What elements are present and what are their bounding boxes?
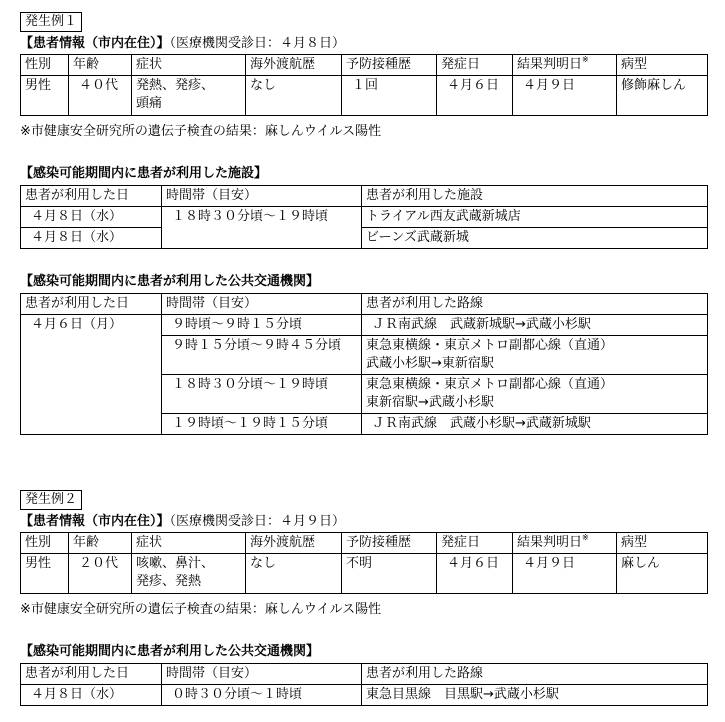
cell-result-date: ４月９日 [513,76,617,116]
cell-time: ９時頃～９時１５分頃 [162,315,362,336]
header-onset: 発症日 [437,55,513,76]
cell-facility: トライアル西友武蔵新城店 [362,207,708,228]
header-sex: 性別 [21,55,69,76]
cell-route-line1: 東急東横線・東京メトロ副都心線（直通） [366,377,614,392]
cell-onset: ４月６日 [437,554,513,594]
cell-time: １９時頃～１９時１５分頃 [162,414,362,435]
table-row [21,685,708,706]
header-result-date-label: 結果判明日 [517,535,583,550]
header-result-date-label: 結果判明日 [517,57,583,72]
table-header-row [21,664,708,685]
cell-route: 東急目黒線 目黒駅→武蔵小杉駅 [362,685,708,706]
table-row [21,207,708,228]
cell-route-line1: 東急東横線・東京メトロ副都心線（直通） [366,338,614,353]
cell-age: ４０代 [69,76,132,116]
cell-route: ＪＲ南武線 武蔵新城駅→武蔵小杉駅 [362,315,708,336]
header-facility: 患者が利用した施設 [362,186,708,207]
header-vaccine: 予防接種歴 [342,55,437,76]
cell-date: ４月６日（月） [21,315,162,435]
header-age: 年齢 [69,55,132,76]
cell-date: ４月８日（水） [21,228,162,249]
table-header-row [21,186,708,207]
header-onset: 発症日 [437,533,513,554]
cell-type: 麻しん [617,554,708,594]
case2-visit-date: （医療機関受診日：４月９日） [169,514,346,529]
cell-travel: なし [246,554,342,594]
cell-symptoms [132,76,246,116]
cell-route [362,375,708,414]
case2-transit-table [20,663,708,706]
header-time: 時間帯（目安） [162,294,362,315]
case1-facility-heading: 【感染可能期間内に患者が利用した施設】 [20,166,268,181]
cell-type: 修飾麻しん [617,76,708,116]
header-time: 時間帯（目安） [162,186,362,207]
cell-symptoms-line2: 頭痛 [136,96,163,111]
case2-patient-heading-label: 【患者情報（市内在住）】 [20,514,170,529]
cell-route-line2: 武蔵小杉駅→東新宿駅 [366,356,494,371]
case1-transit-table [20,293,708,435]
cell-symptoms-line1: 咳嗽、鼻汁、 [136,556,215,571]
header-date: 患者が利用した日 [21,294,162,315]
cell-route-line2: 東新宿駅→武蔵小杉駅 [366,395,494,410]
table-row [21,315,708,336]
header-travel: 海外渡航歴 [246,55,342,76]
table-header-row [21,294,708,315]
note-mark: ※ [582,533,589,542]
cell-date: ４月８日（水） [21,685,162,706]
cell-vaccine: 不明 [342,554,437,594]
case1-patient-heading-label: 【患者情報（市内在住）】 [20,36,170,51]
header-age: 年齢 [69,533,132,554]
case1-visit-date: （医療機関受診日：４月８日） [169,36,346,51]
cell-sex: 男性 [21,554,69,594]
cell-symptoms-line1: 発熱、発疹、 [136,78,215,93]
case2-transit-heading: 【感染可能期間内に患者が利用した公共交通機関】 [20,644,320,659]
case2-title: 発生例２ [20,490,82,510]
note-mark: ※ [582,55,589,64]
table-row [21,228,708,249]
header-symptoms: 症状 [132,55,246,76]
cell-time: ９時１５分頃～９時４５分頃 [162,336,362,375]
header-date: 患者が利用した日 [21,664,162,685]
cell-route [362,336,708,375]
case1-title: 発生例１ [20,12,82,32]
table-row [21,554,708,594]
case1-transit-heading: 【感染可能期間内に患者が利用した公共交通機関】 [20,274,320,289]
header-route: 患者が利用した路線 [362,294,708,315]
header-sex: 性別 [21,533,69,554]
case2-patient-heading [20,513,345,531]
header-type: 病型 [617,533,708,554]
cell-time: １８時３０分頃～１９時頃 [162,207,362,249]
cell-travel: なし [246,76,342,116]
header-route: 患者が利用した路線 [362,664,708,685]
cell-facility: ビーンズ武蔵新城 [362,228,708,249]
cell-age: ２０代 [69,554,132,594]
table-header-row [21,533,708,554]
header-time: 時間帯（目安） [162,664,362,685]
case1-note: ※市健康安全研究所の遺伝子検査の結果：麻しんウイルス陽性 [20,124,382,139]
cell-date: ４月８日（水） [21,207,162,228]
header-symptoms: 症状 [132,533,246,554]
cell-onset: ４月６日 [437,76,513,116]
cell-route: ＪＲ南武線 武蔵小杉駅→武蔵新城駅 [362,414,708,435]
cell-time: １８時３０分頃～１９時頃 [162,375,362,414]
cell-vaccine: １回 [342,76,437,116]
case1-patient-heading [20,35,345,53]
cell-symptoms [132,554,246,594]
table-header-row [21,55,708,76]
case1-patient-table [20,54,708,116]
cell-symptoms-line2: 発疹、発熱 [136,574,202,589]
header-result-date [513,55,617,76]
table-row [21,76,708,116]
case2-patient-table [20,532,708,594]
header-type: 病型 [617,55,708,76]
case1-facility-table [20,185,708,249]
header-result-date [513,533,617,554]
header-vaccine: 予防接種歴 [342,533,437,554]
header-date: 患者が利用した日 [21,186,162,207]
header-travel: 海外渡航歴 [246,533,342,554]
cell-sex: 男性 [21,76,69,116]
case2-note: ※市健康安全研究所の遺伝子検査の結果：麻しんウイルス陽性 [20,602,382,617]
cell-result-date: ４月９日 [513,554,617,594]
cell-time: ０時３０分頃～１時頃 [162,685,362,706]
